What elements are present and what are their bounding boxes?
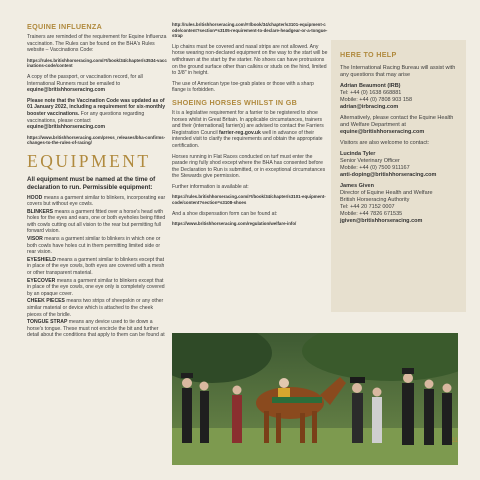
shoeing-heading: SHOEING HORSES WHILST IN GB <box>172 97 298 107</box>
farrier-paragraph: It is a legislative requirement for a farrier to be registered to shoe horses whilst in Great Britain. In applicable circumstances, trainers and their (international) farrier(s) are advised to contact the Farriers Registration Council farrier-reg.gov.uk well in advance of their intended visit to clarify the requirements and obtain the appropriate certification. <box>172 109 324 149</box>
influenza-heading: EQUINE INFLUENZA <box>27 22 103 31</box>
shoes-rules-link[interactable]: https://rules.britishhorseracing.com/#!/book/34/chapter/s3101-equipment-code/content?section=s3108-shoes <box>172 194 326 206</box>
welfare-info-link[interactable]: https://www.britishhorseracing.com/regulation/welfare-info/ <box>172 221 297 227</box>
vaccination-update-paragraph: Please note that the Vaccination Code was updated as of 01 January 2022, including a requirement for six-monthly booster vaccinations. For any questions regarding vaccinations, please contact equine@britishhorseracing.com <box>27 97 166 131</box>
equipment-item: VISOR means a garment similar to blinkers in which one or both cowls have holes cut in them permitting limited side or rear vision. <box>27 236 161 256</box>
column-left <box>27 22 167 340</box>
farrier-link[interactable]: farrier-reg.gov.uk <box>219 129 261 136</box>
equipment-item: EYESHIELD means a garment similar to blinkers except that in place of the eye cowls, both eyes are covered with a mesh or other transparent material. <box>27 256 165 277</box>
flat-races-paragraph: Horses running in Flat Races conducted on turf must enter the parade ring fully shod except where the BHA has consented before the Declaration to Run is submitted, or in exceptional circumstances the Stewards give permission. <box>172 153 326 180</box>
headgear-rules-link[interactable]: http://rules.britishhorseracing.com/#!/book/34/chapter/s3101-equipment-code/content?section=s3105-requirement-to-declare-headgear-or-a-tongue-strap <box>172 22 328 39</box>
adrian-email-link[interactable]: adrian@irbracing.com <box>340 104 399 110</box>
equipment-item: HOOD means a garment similar to blinkers, incorporating ear covers but without eye cowls. <box>27 194 166 208</box>
racecourse-parade-photo <box>172 333 458 465</box>
visitors-paragraph: Visitors are also welcome to contact: <box>340 140 430 146</box>
toe-grab-paragraph: The use of American type toe-grab plates or those with a sharp flange is forbidden. <box>172 80 314 94</box>
equine-email-link[interactable]: equine@britishhorseracing.com <box>27 87 105 94</box>
page-number: 11 <box>451 438 458 444</box>
welfare-department-paragraph: Alternatively, please contact the Equine Health and Welfare Department at equine@britishhorseracing.com <box>340 115 454 135</box>
equine-email-link-3[interactable]: equine@britishhorseracing.com <box>340 129 425 135</box>
photo-illustration <box>172 333 458 465</box>
contact-lucinda: Lucinda Tyler Senior Veterinary Officer Mobile: +44 (0) 7500 911167 anti-doping@britishhorseracing.com <box>340 151 437 178</box>
equipment-item: CHEEK PIECES means two strips of sheepskin or any other similar material or device which is attached to the cheek pieces of the bridle. <box>27 298 164 318</box>
equine-email-link-2[interactable]: equine@britishhorseracing.com <box>27 124 105 131</box>
equipment-item: EYECOVER means a garment similar to blinkers except that in place of the eye cowls, one eye only is completely covered by an opaque cover. <box>27 277 165 297</box>
james-email-link[interactable]: jgiven@britishhorseracing.com <box>340 218 423 224</box>
influenza-paragraph: Trainers are reminded of the requirement for Equine Influenza vaccination. The Rules can be found on the BHA's Rules website – Vaccinations Code: <box>27 34 167 54</box>
press-release-link[interactable]: https://www.britishhorseracing.com/press_releases/bha-confirms-changes-to-the-rules-of-racing/ <box>27 134 166 146</box>
column-right-help <box>340 44 458 229</box>
lucinda-email-link[interactable]: anti-doping@britishhorseracing.com <box>340 172 437 178</box>
contact-james: James Given Director of Equine Health and Welfare British Horseracing Authority Tel: +44 20 7152 0007 Mobile: +44 7826 671535 jgiven@britishhorseracing.com <box>340 183 433 224</box>
lip-chains-paragraph: Lip chains must be covered and nasal strips are not allowed. Any horse wearing non-declared equipment on the way to the start will be withdrawn at the start by the starter. No shoes can have protrusions on the ground surface other than calkins or studs on the hind, limited to 3/8" in height. <box>172 43 328 77</box>
vaccinations-code-link[interactable]: https://rules.britishhorseracing.com/#!/book/34/chapter/s3534-vaccinations-code/content <box>27 57 167 69</box>
equipment-title: EQUIPMENT <box>27 150 151 171</box>
irb-paragraph: The International Racing Bureau will assist with any questions that may arise <box>340 65 456 78</box>
dispensation-label: And a shoe dispensation form can be found at: <box>172 210 278 217</box>
further-info-label: Further information is available at: <box>172 183 249 190</box>
passport-paragraph: A copy of the passport, or vaccination record, for all International Runners must be emailed to equine@britishhorseracing.com <box>27 73 143 94</box>
contact-adrian: Adrian Beaumont (IRB) Tel: +44 (0) 1638 668881 Mobile: +44 (0) 7808 903 158 adrian@irbracing.com <box>340 83 413 110</box>
equipment-list <box>27 195 167 339</box>
equipment-lead: All equipment must be named at the time of declaration to run. Permissible equipment: <box>27 175 156 191</box>
column-middle <box>172 22 328 232</box>
help-heading: HERE TO HELP <box>340 50 397 59</box>
equipment-item: TONGUE STRAP means any device used to tie down a horse's tongue. These must not encircle the bit and further detail about the conditions that apply to them can be found at <box>27 319 165 339</box>
equipment-item: BLINKERS means a garment fitted over a horse's head with holes for the eyes and ears, one or both eyeholes being fitted with cowls cutting out all vision to the rear but permitting full forward vision. <box>27 208 166 235</box>
